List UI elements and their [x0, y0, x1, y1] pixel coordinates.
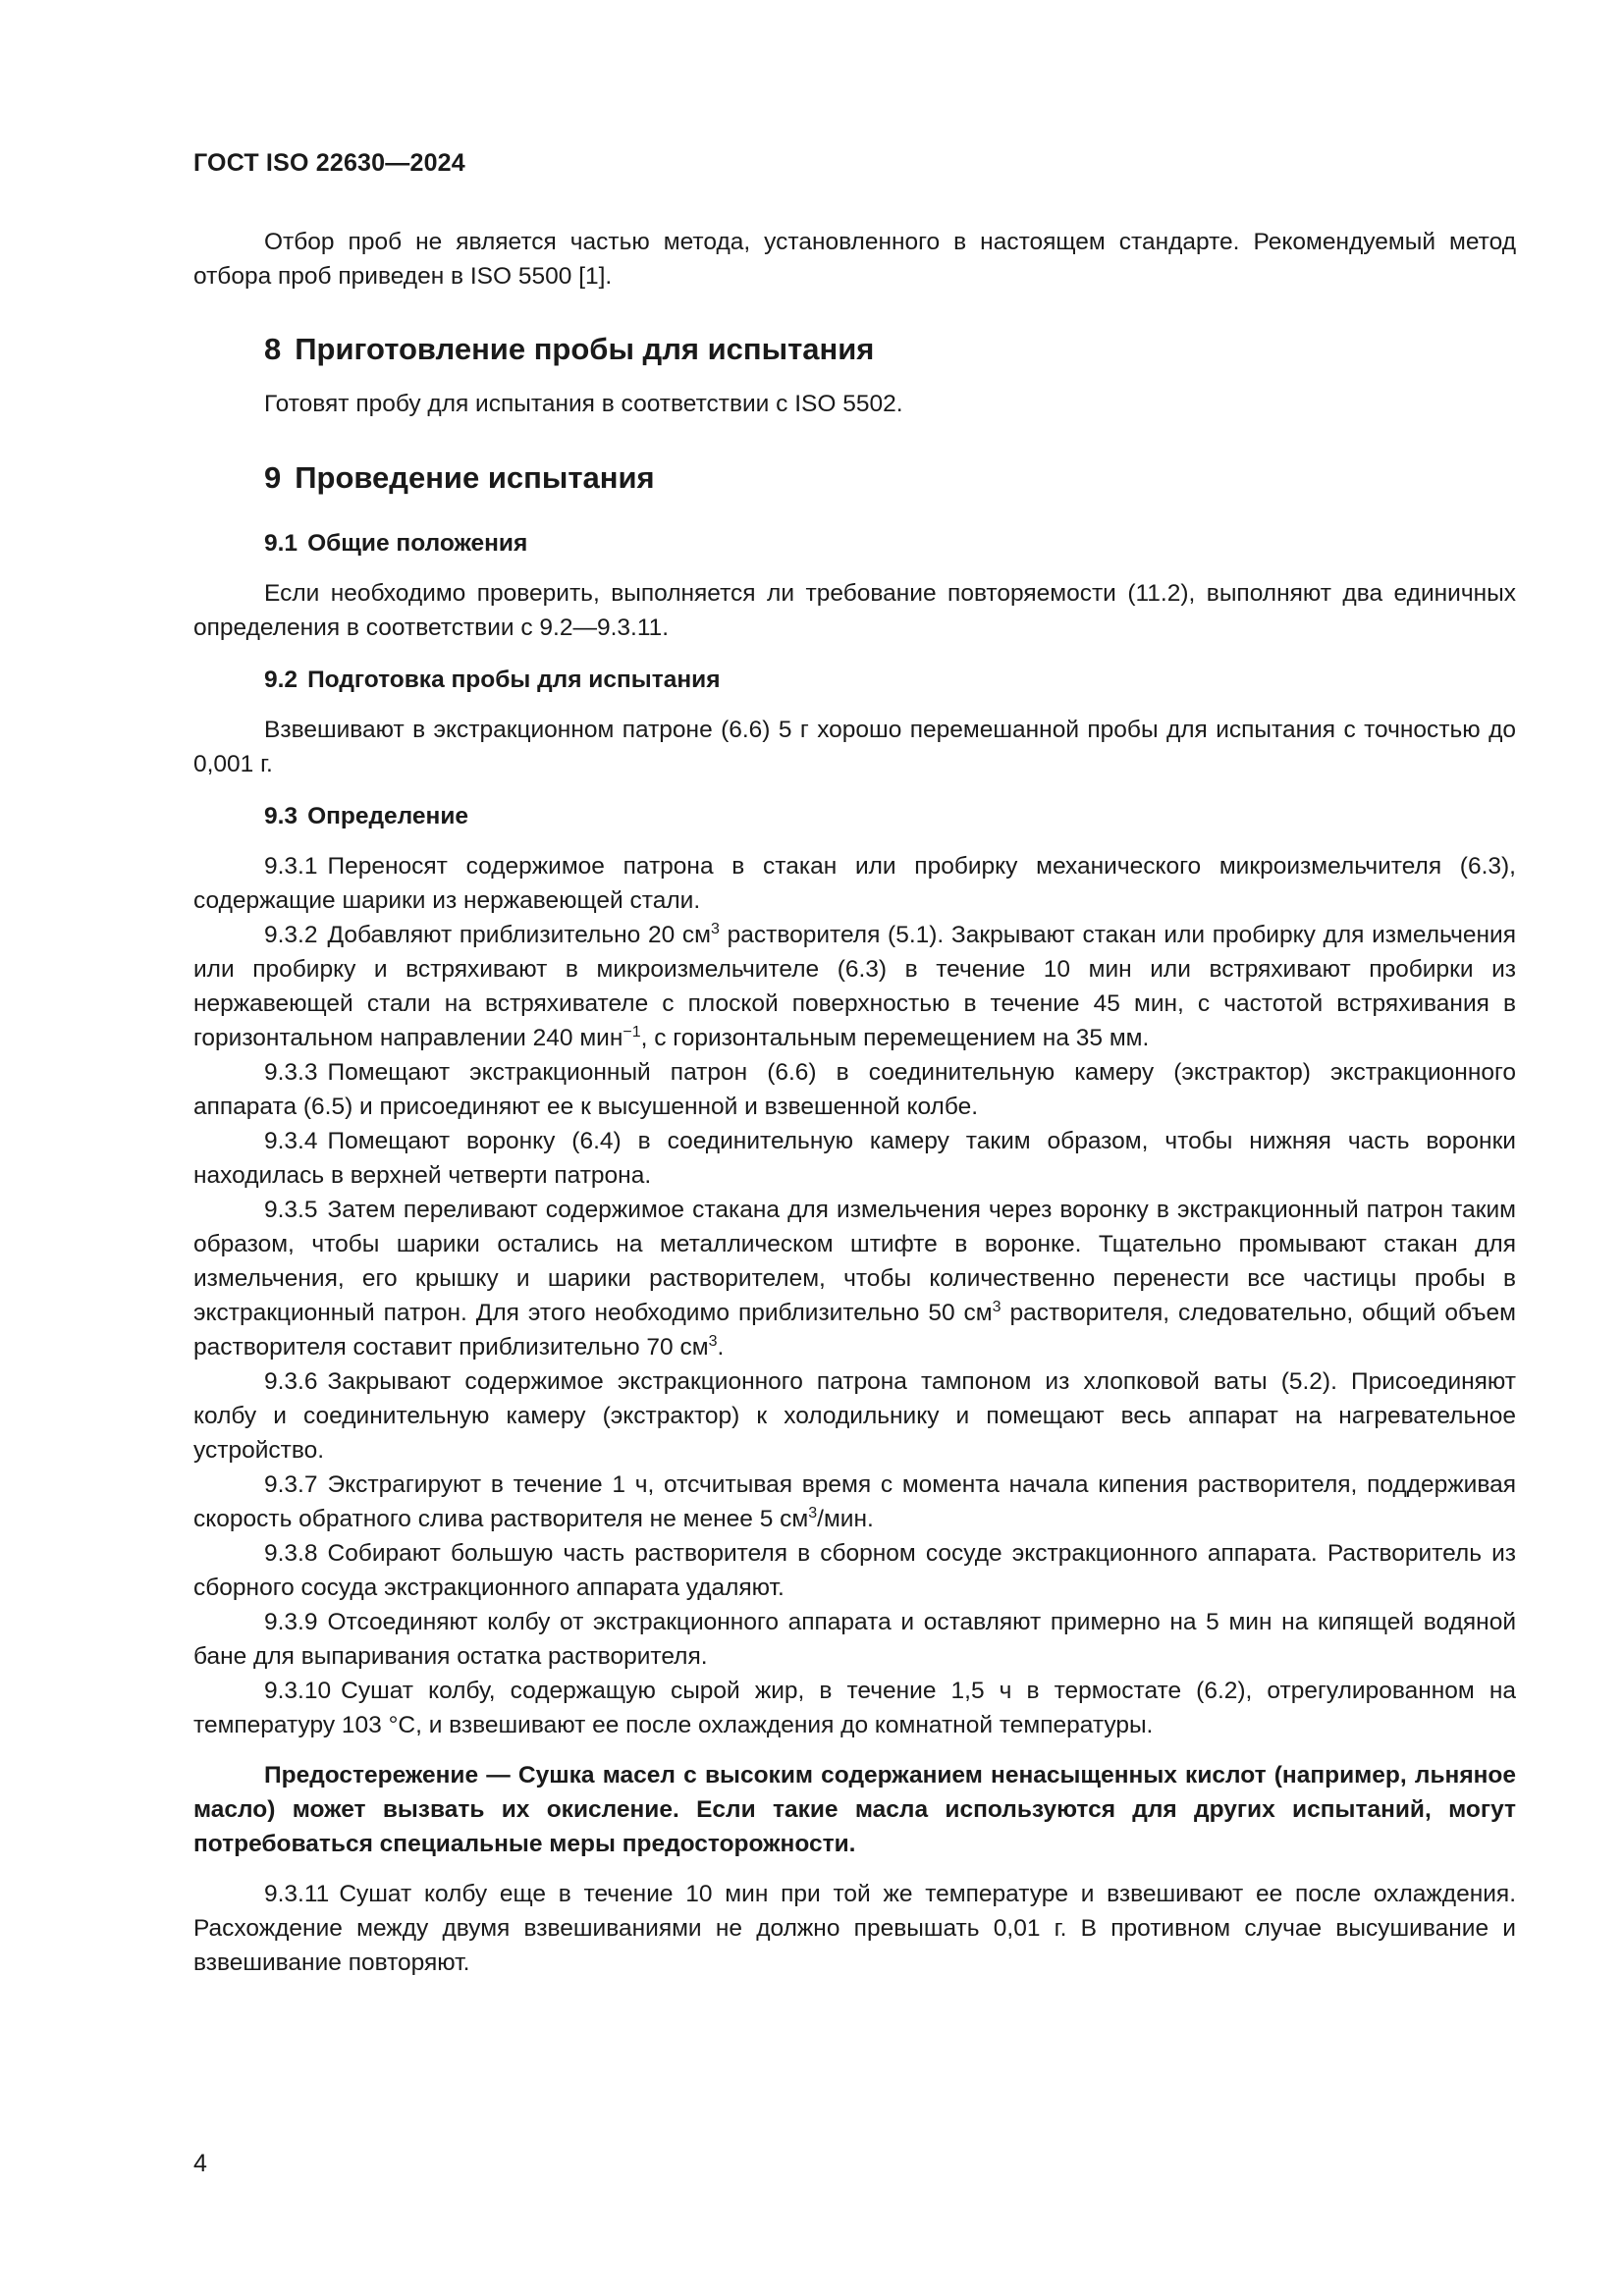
- clause-text: Переносят содержимое патрона в стакан или пробирку механического микроизмельчителя (6.3), содержащие шарики из нержавеющей стали.: [193, 853, 1516, 914]
- subsection-title: Общие положения: [307, 530, 528, 557]
- clause-text: Добавляют приблизительно 20 см: [327, 922, 712, 948]
- subsection-9-1-paragraph: Если необходимо проверить, выполняется ли требование повторяемости (11.2), выполняют два единичных определения в соответствии с 9.2—9.3.11.: [193, 580, 1516, 641]
- clause-9-3-7: [193, 1468, 1516, 1536]
- section-number: 8: [264, 332, 282, 366]
- clause-text: Сушат колбу, содержащую сырой жир, в течение 1,5 ч в термостате (6.2), отрегулированном на температуру 103 °С, и взвешивают ее после охлаждения до комнатной температуры.: [193, 1678, 1516, 1738]
- clause-number: 9.3.4: [264, 1128, 318, 1154]
- clause-text: /мин.: [817, 1506, 874, 1532]
- subsection-9-3-heading: [193, 799, 1516, 833]
- clause-text: , с горизонтальным перемещением на 35 мм.: [640, 1025, 1150, 1051]
- clause-text: Помещают экстракционный патрон (6.6) в соединительную камеру (экстрактор) экстракционного аппарата (6.5) и присоединяют ее к высушенной и взвешенной колбе.: [193, 1059, 1516, 1120]
- warning-paragraph: Предостережение — Сушка масел с высоким содержанием ненасыщенных кислот (например, льняное масло) может вызвать их окисление. Если такие масла используются для других испытаний, могут потребоваться специальные меры предосторожности.: [193, 1762, 1516, 1857]
- clause-9-3-9: [193, 1605, 1516, 1674]
- clause-9-3-10: [193, 1674, 1516, 1742]
- sampling-paragraph: Отбор проб не является частью метода, установленного в настоящем стандарте. Рекомендуемый метод отбора проб приведен в ISO 5500 [1].: [193, 229, 1516, 290]
- clause-text: Помещают воронку (6.4) в соединительную камеру таким образом, чтобы нижняя часть воронки находилась в верхней четверти патрона.: [193, 1128, 1516, 1189]
- superscript: 3: [708, 1333, 718, 1350]
- subsection-title: Определение: [307, 803, 469, 829]
- superscript: 3: [711, 921, 720, 937]
- clause-text: Закрывают содержимое экстракционного патрона тампоном из хлопковой ваты (5.2). Присоединяют колбу и соединительную камеру (экстрактор) к холодильнику и помещают весь аппарат на нагревательное устройство.: [193, 1368, 1516, 1464]
- clause-number: 9.3.3: [264, 1059, 318, 1086]
- clause-text: Отсоединяют колбу от экстракционного аппарата и оставляют примерно на 5 мин на кипящей водяной бане для выпаривания остатка растворителя.: [193, 1609, 1516, 1670]
- subsection-number: 9.3: [264, 803, 298, 829]
- subsection-9-2-heading: [193, 663, 1516, 697]
- section-9-heading: [193, 458, 1516, 498]
- clause-number: 9.3.1: [264, 853, 318, 880]
- section-8-paragraph: Готовят пробу для испытания в соответствии с ISO 5502.: [264, 391, 903, 417]
- clause-number: 9.3.10: [264, 1678, 332, 1704]
- section-title: Приготовление пробы для испытания: [295, 332, 875, 366]
- section-8-heading: [193, 330, 1516, 369]
- superscript: 3: [808, 1505, 818, 1522]
- document-header: ГОСТ ISO 22630—2024: [193, 149, 465, 177]
- clause-text: растворителя (5.1). Закрывают стакан или пробирку для измельчения или пробирку и встряхивают в микроизмельчителе (6.3) в течение 10 мин или встряхивают пробирки из нержавеющей стали на встряхивателе с плоской поверхностью в течение 45 мин, с частотой встряхивания в горизонтальном направлении 240 мин: [193, 922, 1516, 1051]
- clause-number: 9.3.5: [264, 1197, 318, 1223]
- clause-text: Экстрагируют в течение 1 ч, отсчитывая время с момента начала кипения растворителя, поддерживая скорость обратного слива растворителя не менее 5 см: [193, 1471, 1516, 1532]
- clause-9-3-6: [193, 1364, 1516, 1468]
- clause-9-3-2: [193, 918, 1516, 1055]
- clause-text: .: [717, 1334, 725, 1361]
- clause-9-3-11: [193, 1877, 1516, 1980]
- clause-9-3-8: [193, 1536, 1516, 1605]
- clause-number: 9.3.9: [264, 1609, 318, 1635]
- clause-number: 9.3.6: [264, 1368, 318, 1395]
- clause-9-3-1: [193, 849, 1516, 918]
- superscript: −1: [623, 1024, 641, 1041]
- subsection-title: Подготовка пробы для испытания: [307, 667, 721, 693]
- clause-number: 9.3.7: [264, 1471, 318, 1498]
- clause-text: Затем переливают содержимое стакана для измельчения через воронку в экстракционный патрон таким образом, чтобы шарики остались на металлическом штифте в воронке. Тщательно промывают стакан для измельчения, его крышку и шарики растворителем, чтобы количественно перенести все частицы пробы в экстракционный патрон. Для этого необходимо приблизительно 50 см: [193, 1197, 1516, 1326]
- section-title: Проведение испытания: [295, 460, 655, 495]
- clause-text: растворителя, следовательно, общий объем растворителя составит приблизительно 70 см: [193, 1300, 1517, 1361]
- subsection-number: 9.1: [264, 530, 298, 557]
- section-number: 9: [264, 460, 282, 495]
- clause-9-3-4: [193, 1124, 1516, 1193]
- subsection-9-2-paragraph: Взвешивают в экстракционном патроне (6.6) 5 г хорошо перемешанной пробы для испытания с точностью до 0,001 г.: [193, 717, 1516, 777]
- clause-number: 9.3.8: [264, 1540, 318, 1567]
- page-number: 4: [193, 2150, 207, 2177]
- clause-9-3-3: [193, 1055, 1516, 1124]
- clause-text: Сушат колбу еще в течение 10 мин при той же температуре и взвешивают ее после охлаждения. Расхождение между двумя взвешиваниями не должно превышать 0,01 г. В противном случае высушивание и взвешивание повторяют.: [193, 1881, 1516, 1976]
- clause-9-3-5: [193, 1193, 1516, 1364]
- superscript: 3: [992, 1299, 1001, 1315]
- clause-number: 9.3.11: [264, 1881, 330, 1907]
- clause-text: Собирают большую часть растворителя в сборном сосуде экстракционного аппарата. Растворитель из сборного сосуда экстракционного аппарата удаляют.: [193, 1540, 1516, 1601]
- clause-number: 9.3.2: [264, 922, 318, 948]
- subsection-9-1-heading: [193, 526, 1516, 561]
- document-body: [193, 225, 1516, 1980]
- subsection-number: 9.2: [264, 667, 298, 693]
